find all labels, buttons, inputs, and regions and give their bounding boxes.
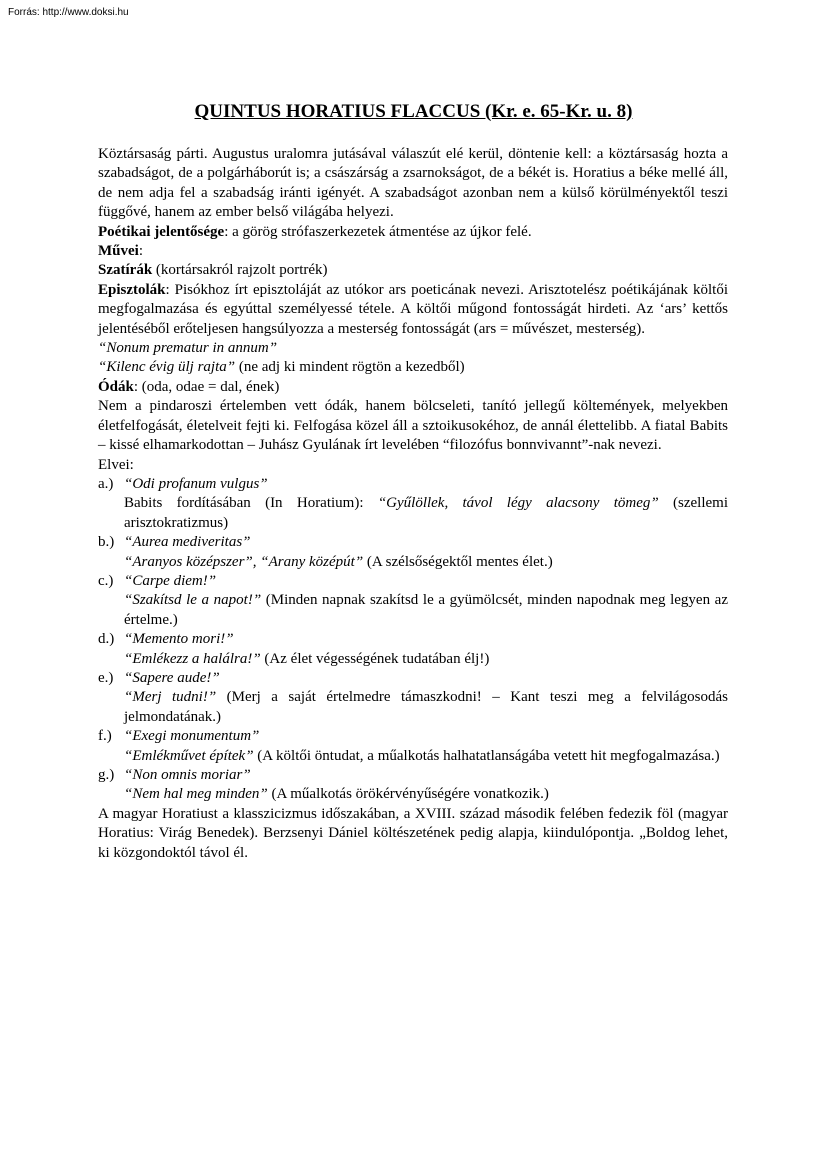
list-item-title bbox=[124, 533, 728, 552]
list-item-note: (A szélsőségektől mentes élet.) bbox=[363, 553, 553, 570]
list-item-note: (Az élet végességének tudatában élj!) bbox=[260, 650, 490, 667]
list-item-text bbox=[124, 747, 728, 766]
quote-kilenc bbox=[98, 358, 728, 377]
list-item-marker: e.) bbox=[98, 669, 114, 686]
odak-line bbox=[98, 378, 728, 397]
list-item-title-text: “Non omnis moriar” bbox=[124, 767, 251, 783]
muvei-text: : bbox=[138, 243, 143, 260]
list-item-title-text: “Exegi monumentum” bbox=[124, 728, 260, 745]
szatirak-line bbox=[98, 261, 728, 280]
szatirak-text: (kortársakról rajzolt portrék) bbox=[152, 262, 328, 279]
list-item-title bbox=[124, 727, 728, 746]
list-item-italic: “Merj tudni!” bbox=[124, 689, 217, 706]
odak-label: Ódák bbox=[98, 378, 134, 395]
list-item-italic: “Emlékezz a halálra!” bbox=[124, 650, 261, 667]
list-item-note: (Minden napnak szakítsd le a gyümölcsét, minden napodnak meg legyen az értelme.) bbox=[124, 592, 728, 628]
list-item-italic: “Aranyos középszer”, “Arany középút” bbox=[124, 553, 364, 570]
list-item-text bbox=[124, 785, 728, 804]
closing-paragraph: A magyar Horatiust a klasszicizmus időszakában, a XVIII. század második felében fedezik föl (magyar Horatius: Virág Benedek). Berzsenyi Dániel költészetének pedig alapja, kiindulópontja. „Boldog lehet, ki közgondoktól távol él. bbox=[98, 805, 728, 861]
list-item-title-text: “Carpe diem!” bbox=[124, 572, 217, 589]
odak-text: : (oda, odae = dal, ének) bbox=[133, 378, 280, 395]
list-item-title bbox=[124, 475, 728, 494]
list-item-marker: b.) bbox=[98, 534, 115, 551]
quote-kilenc-text: (ne adj ki mindent rögtön a kezedből) bbox=[235, 359, 465, 376]
list-item-text bbox=[124, 688, 728, 727]
list-item-title bbox=[124, 630, 728, 649]
list-item-title-text: “Odi profanum vulgus” bbox=[124, 475, 268, 492]
list-item-note: (szellemi arisztokratizmus) bbox=[124, 495, 728, 531]
poetika-line bbox=[98, 223, 728, 242]
quote-kilenc-italic: “Kilenc évig ülj rajta” bbox=[98, 359, 236, 376]
poetika-label: Poétikai jelentősége bbox=[98, 223, 225, 240]
list-item-title-text: “Aurea mediveritas” bbox=[124, 534, 251, 551]
list-item-italic: “Emlékművet építek” bbox=[124, 747, 254, 764]
list-item-title bbox=[124, 572, 728, 591]
list-item-marker: d.) bbox=[98, 631, 115, 648]
list-item bbox=[98, 572, 728, 630]
list-item-italic: “Szakítsd le a napot!” bbox=[124, 592, 262, 609]
source-url: Forrás: http://www.doksi.hu bbox=[8, 7, 129, 18]
elvei-line: Elvei: bbox=[98, 456, 134, 473]
list-item bbox=[98, 766, 728, 805]
list-item-marker: g.) bbox=[98, 767, 115, 783]
list-item-title bbox=[124, 766, 728, 785]
list-item-marker: c.) bbox=[98, 572, 114, 589]
szatirak-label: Szatírák bbox=[98, 262, 153, 279]
quote-nonum bbox=[98, 339, 728, 358]
episztolak-paragraph bbox=[98, 281, 728, 339]
list-item-italic: “Nem hal meg minden” bbox=[124, 786, 268, 803]
muvei-label: Művei bbox=[98, 243, 139, 260]
episztolak-label: Episztolák bbox=[98, 281, 166, 298]
list-item bbox=[98, 475, 728, 533]
list-item-marker: f.) bbox=[98, 728, 112, 745]
list-item-title-text: “Sapere aude!” bbox=[124, 669, 220, 686]
list-item-pre: Babits fordításában (In Horatium): bbox=[124, 495, 378, 512]
list-item bbox=[98, 630, 728, 669]
document-body bbox=[98, 145, 728, 863]
list-item-text bbox=[124, 650, 728, 669]
list-item bbox=[98, 669, 728, 727]
list-item-italic: “Gyűlöllek, távol légy alacsony tömeg” bbox=[377, 495, 659, 512]
principles-list bbox=[98, 475, 728, 805]
list-item-note: (A műalkotás örökérvényűségére vonatkozik.) bbox=[267, 786, 549, 803]
odak-paragraph: Nem a pindaroszi értelemben vett ódák, hanem bölcseleti, tanító jellegű költemények, melyekben életfelfogását, életelveit fejti ki. Felfogása közel áll a sztoikusokéhoz, de annál élettelibb. A fiatal Babits – kissé elhamarkodottan – Juhász Gyulának írt levelében “filozófus bonnvivannt”-nak nevezi. bbox=[98, 398, 728, 454]
list-item-title-text: “Memento mori!” bbox=[124, 631, 234, 648]
list-item-note: (A költői öntudat, a műalkotás halhatatlanságába vetett hit megfogalmazása.) bbox=[253, 747, 720, 764]
list-item bbox=[98, 533, 728, 572]
muvei-line bbox=[98, 242, 728, 261]
poetika-text: : a görög strófaszerkezetek átmentése az újkor felé. bbox=[224, 223, 532, 240]
intro-paragraph: Köztársaság párti. Augustus uralomra jutásával válaszút elé kerül, döntenie kell: a köztársaság hozta a szabadságot, de a polgárháborút is; a császárság a zsarnokságot, de a békét is. Horatius a béke mellé áll, de nem adja fel a szabadság iránti igényét. A szabadságot azonban nem a külső körülményektől teszi függővé, hanem az ember belső világába helyezi. bbox=[98, 146, 728, 221]
list-item-text bbox=[124, 494, 728, 533]
list-item-text bbox=[124, 553, 728, 572]
list-item-text bbox=[124, 591, 728, 630]
page-title: QUINTUS HORATIUS FLACCUS (Kr. e. 65-Kr. u. 8) bbox=[194, 101, 633, 122]
episztolak-text: : Pisókhoz írt episztoláját az utókor ars poeticának nevezi. Arisztotelész poétikájának költői megfogalmazása és egyúttal személyessé tétele. A költői műgond fontosságát hirdeti. Az ‘ars’ kettős jelentéséből erőteljesen hangsúlyozza a mesterség fontosságát (ars = művészet, mesterség). bbox=[98, 281, 728, 337]
quote-nonum-text: “Nonum prematur in annum” bbox=[98, 340, 278, 357]
list-item-title bbox=[124, 669, 728, 688]
list-item-marker: a.) bbox=[98, 475, 114, 492]
list-item-note: (Merj a saját értelmedre támaszkodni! – Kant teszi meg a felvilágosodás jelmondatának.) bbox=[124, 689, 728, 725]
list-item bbox=[98, 727, 728, 766]
